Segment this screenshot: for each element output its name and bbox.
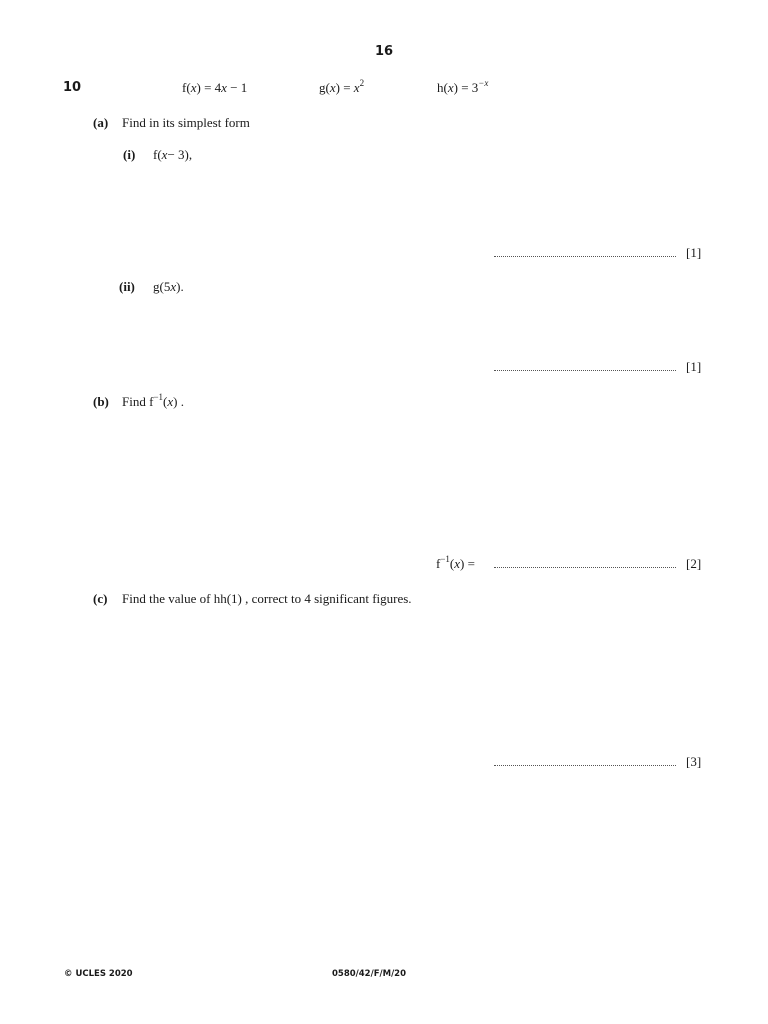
- part-c-answer-line[interactable]: [494, 755, 676, 766]
- part-a-i-marks: [1]: [686, 245, 702, 260]
- function-f-rhs-prefix: = 4: [204, 80, 222, 95]
- part-c-text-pre: Find the value of: [122, 591, 211, 606]
- part-b-answer-prefix-var: x: [454, 556, 461, 571]
- function-g-arg: x: [329, 80, 336, 95]
- part-b-answer-prefix-eq: ) =: [460, 556, 475, 571]
- part-b-expr-arg-pre: (: [163, 394, 168, 409]
- part-a-ii-expr-pre: g(5: [153, 279, 171, 294]
- page-number: 16: [374, 44, 394, 59]
- part-c-expr: hh(1) ,: [213, 591, 249, 606]
- function-h-arg: x: [447, 80, 454, 95]
- part-a-i-answer-line[interactable]: [494, 246, 676, 257]
- function-g-rhs-exp: 2: [359, 78, 365, 88]
- footer-copyright: © UCLES 2020: [64, 969, 133, 979]
- part-b-marks: [2]: [686, 556, 702, 571]
- function-g-rhs-base: x: [353, 80, 360, 95]
- part-a-ii-expression: [153, 279, 184, 295]
- function-f-rhs-var: x: [221, 80, 227, 95]
- part-b-expr-exp: −1: [153, 392, 164, 402]
- part-a-i-expression: [153, 147, 192, 163]
- function-f-rhs-suffix: − 1: [230, 80, 248, 95]
- question-number: 10: [63, 80, 82, 95]
- function-g-name: g: [319, 80, 326, 95]
- part-c-question: [122, 591, 412, 607]
- part-a-text: Find in its simplest form: [122, 115, 250, 130]
- part-a-i-label: (i): [123, 147, 136, 162]
- part-a-i-expr-pre: f(: [153, 147, 162, 162]
- part-b-text: Find: [122, 394, 146, 409]
- part-b-answer-line[interactable]: [494, 557, 676, 568]
- footer-paper-code: 0580/42/F/M/20: [332, 969, 406, 979]
- function-f-name: f: [182, 80, 187, 95]
- part-b-question: [122, 394, 184, 410]
- part-a-i-expr-post: − 3),: [167, 147, 193, 162]
- part-a-ii-expr-post: ).: [176, 279, 184, 294]
- part-c-label: (c): [93, 591, 108, 606]
- part-b-expr-base: f: [149, 394, 154, 409]
- part-a-label: (a): [93, 115, 109, 130]
- function-h-rhs-exp: −x: [478, 78, 489, 88]
- part-a-ii-marks: [1]: [686, 359, 702, 374]
- part-c-marks: [3]: [686, 754, 702, 769]
- part-a-i-expr-var: x: [161, 147, 168, 162]
- part-c-text-post: correct to 4 significant figures.: [251, 591, 412, 606]
- part-a-ii-answer-line[interactable]: [494, 360, 676, 371]
- function-h-definition: $h(x) = 3^{-x}$: [437, 78, 489, 95]
- part-a-ii-label: (ii): [119, 279, 135, 294]
- function-h-name: h: [437, 80, 444, 95]
- function-h-rhs-base: 3: [471, 80, 479, 95]
- function-f-arg: x: [190, 80, 197, 95]
- part-b-answer-prefix: $f^{-1}(x)$ =: [436, 554, 475, 571]
- part-b-answer-prefix-exp: −1: [440, 554, 450, 564]
- function-g-definition: $g(x) = x^2$: [319, 78, 365, 95]
- part-b-expr-var: x: [167, 394, 174, 409]
- part-b-answer-prefix-base: f: [436, 556, 441, 571]
- function-f-definition: f(x) = 4x − 1: [182, 80, 248, 95]
- part-b-label: (b): [93, 394, 109, 409]
- part-b-expr-arg-post: ) .: [173, 394, 184, 409]
- part-a-ii-expr-var: x: [170, 279, 177, 294]
